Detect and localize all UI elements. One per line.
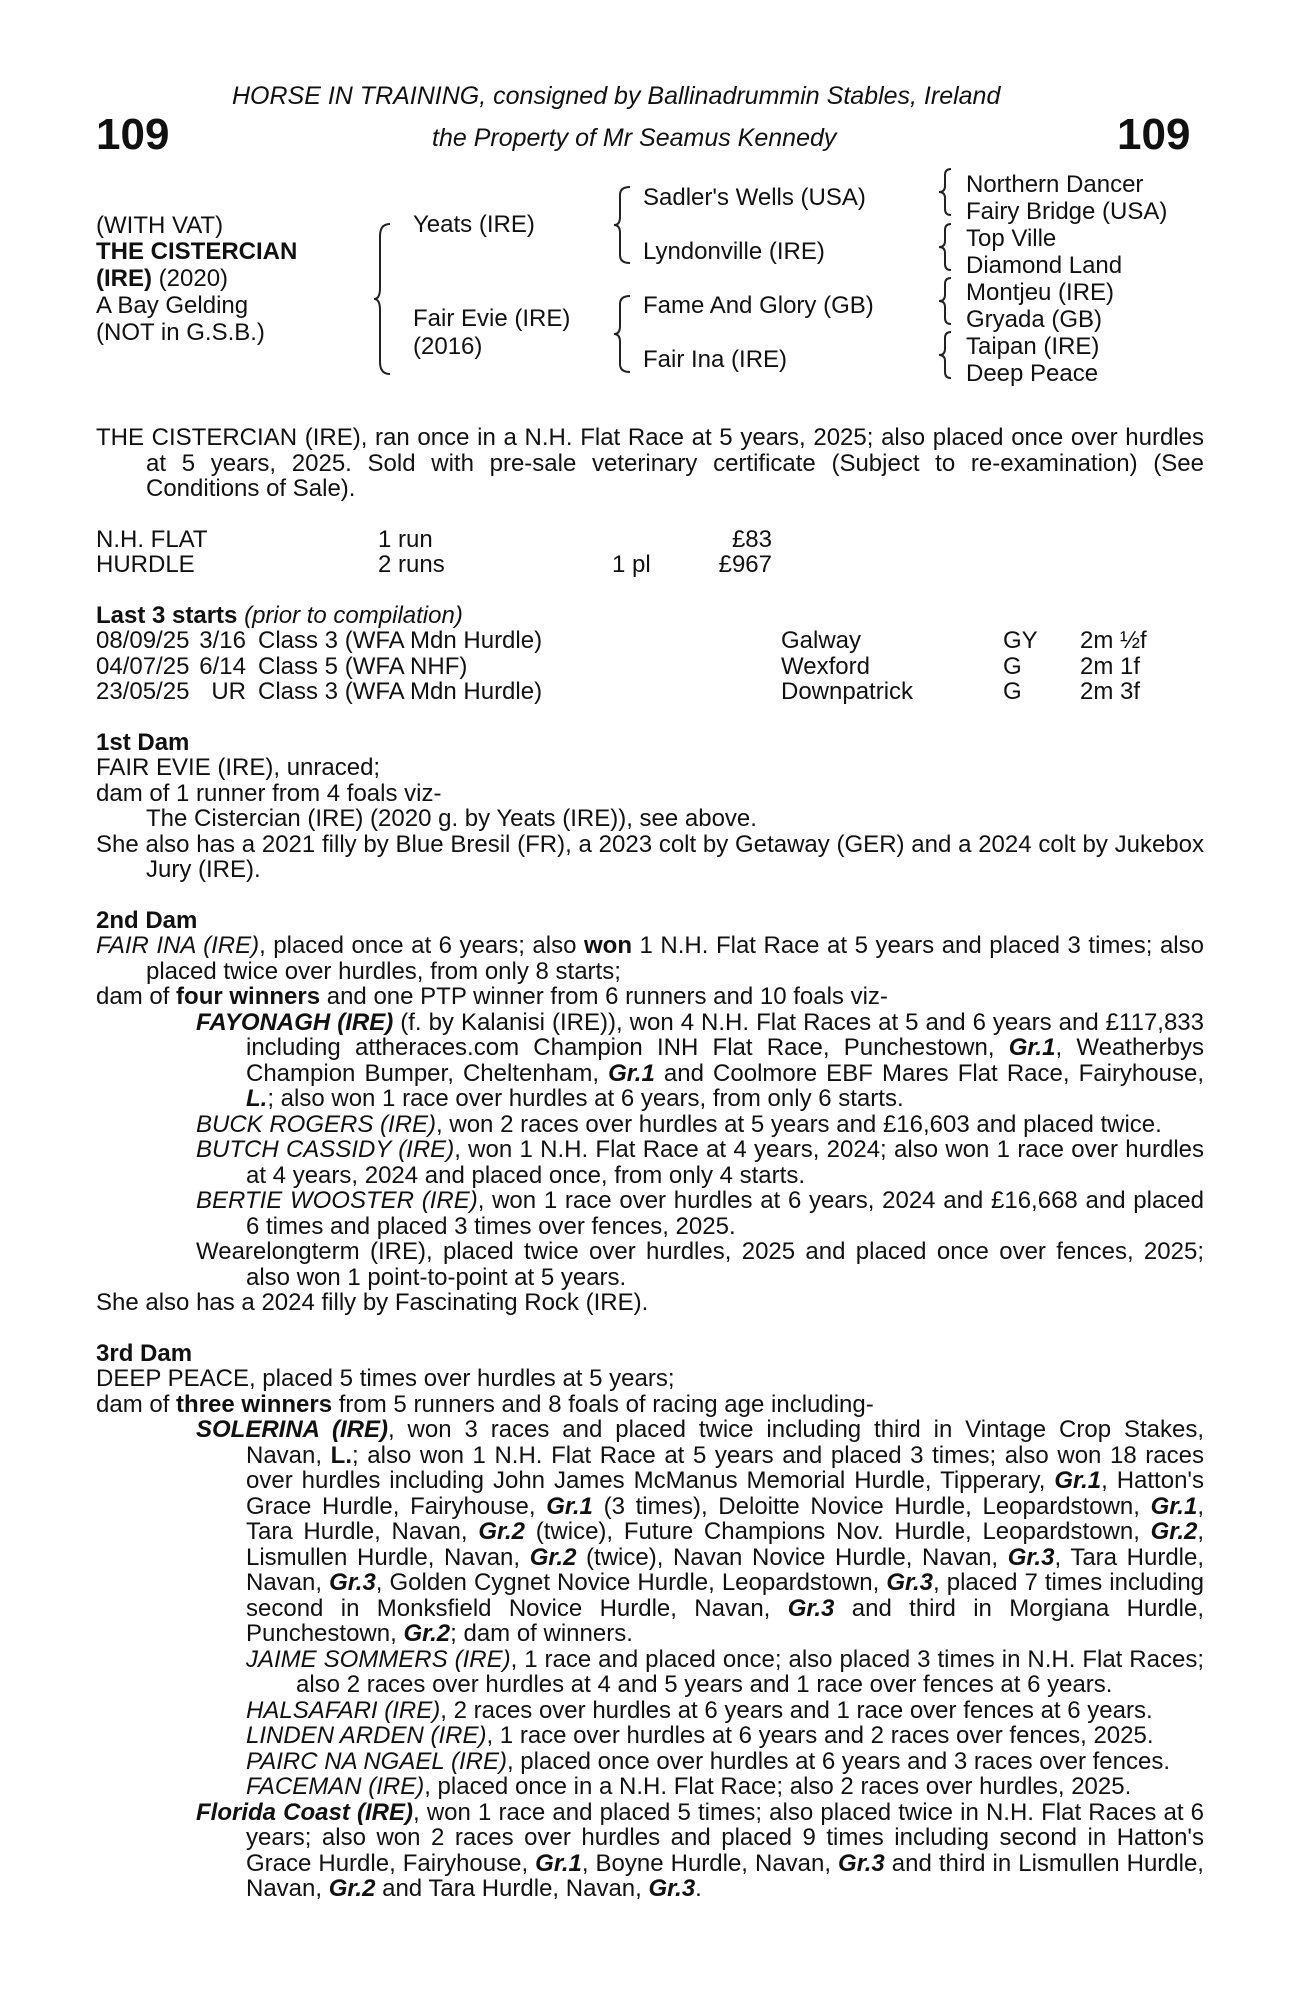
list-item: SOLERINA (IRE), won 3 races and placed twice including third in Vintage Crop Stakes, Navan, L.; also won 1 N.H. Flat Race at 5 years and placed 3 times; also won 18 races over hurdles including John James McManus Memorial Hurdle, Tipperary, Gr.1, Hatton's Grace Hurdle, Fairyhouse, Gr.1 (3 times), Deloitte Novice Hurdle, Leopardstown, Gr.1, Tara Hurdle, Navan, Gr.2 (twice), Future Champions Nov. Hurdle, Leopardstown, Gr.2, Lismullen Hurdle, Navan, Gr.2 (twice), Navan Novice Hurdle, Navan, Gr.3, Tara Hurdle, Navan, Gr.3, Golden Cygnet Novice Hurdle, Leopardstown, Gr.3, placed 7 times including second in Monksfield Novice Hurdle, Navan, Gr.3 and third in Morgiana Hurdle, Punchestown, Gr.2; dam of winners. (196, 1416, 1205, 1647)
list-item: FAYONAGH (IRE) (f. by Kalanisi (IRE)), won 4 N.H. Flat Races at 5 and 6 years and £117,833 including attheraces.com Champion INH Flat Race, Punchestown, Gr.1, Weatherbys Champion Bumper, Cheltenham, Gr.1 and Coolmore EBF Mares Flat Race, Fairyhouse, L.; also won 1 race over hurdles at 6 years, from only 6 starts. (196, 1008, 1204, 1112)
list-item: JAIME SOMMERS (IRE), 1 race and placed once; also placed 3 times in N.H. Flat Races; also 2 races over hurdles at 4 and 5 years and 1 race over fences at 6 years. (246, 1645, 1205, 1698)
first-dam-also: She also has a 2021 filly by Blue Bresil (FR), a 2023 colt by Getaway (GER) and a 2024 colt by Jukebox Jury (IRE). (96, 830, 1204, 883)
gsb-note: (NOT in G.S.B.) (96, 319, 265, 346)
pedigree-sire-sire: Sadler's Wells (USA) (643, 184, 866, 211)
pedigree-brace-sd (937, 222, 953, 277)
last-starts-table (96, 628, 1147, 705)
pedigree-ddd: Deep Peace (966, 360, 1099, 387)
table-row: 08/09/25 3/16 Class 3 (WFA Mdn Hurdle) Galway GY 2m ½f (96, 627, 1147, 654)
table-row: 04/07/25 6/14 Class 5 (WFA NHF) Wexford G 2m 1f (96, 652, 1141, 680)
first-dam-line: FAIR EVIE (IRE), unraced; (96, 754, 381, 781)
vat-note: (WITH VAT) (96, 212, 224, 239)
intro-paragraph: THE CISTERCIAN (IRE), ran once in a N.H. Flat Race at 5 years, 2025; also placed once over hurdles at 5 years, 2025. Sold with pre-sale veterinary certificate (Subject to re-examination) (See Conditions of Sale). (96, 424, 1204, 502)
horse-name: THE CISTERCIAN (96, 238, 298, 265)
pedigree-sire-dam: Lyndonville (IRE) (643, 238, 825, 265)
pedigree-brace-main (372, 222, 392, 382)
list-item: Florida Coast (IRE), won 1 race and placed 5 times; also placed twice in N.H. Flat Races at 6 years; also won 2 races over hurdles and placed 9 times including second in Hatton's Grace Hurdle, Fairyhouse, Gr.1, Boyne Hurdle, Navan, Gr.3 and third in Lismullen Hurdle, Navan, Gr.2 and Tara Hurdle, Navan, Gr.3. (196, 1798, 1205, 1902)
last-starts-heading: Last 3 starts (prior to compilation) (96, 601, 463, 629)
horse-description: A Bay Gelding (96, 292, 249, 319)
third-dam-produce: dam of three winners from 5 runners and 8 foals of racing age including- (96, 1390, 874, 1418)
first-dam-foal: The Cistercian (IRE) (2020 g. by Yeats (IRE)), see above. (146, 805, 757, 832)
lot-number-right: 109 (1117, 110, 1191, 159)
list-item: BUTCH CASSIDY (IRE), won 1 N.H. Flat Race at 4 years, 2024; also won 1 race over hurdles at 4 years, 2024 and placed once, from only 4 starts. (196, 1136, 1204, 1189)
pedigree-brace-sire (612, 185, 632, 270)
header-consignor: HORSE IN TRAINING, consigned by Ballinadrummin Stables, Ireland (232, 82, 1001, 110)
list-item: HALSAFARI (IRE), 2 races over hurdles at 6 years and 1 race over fences at 6 years. (246, 1696, 1153, 1724)
list-item: BUCK ROGERS (IRE), won 2 races over hurdles at 5 years and £16,603 and placed twice. (196, 1110, 1162, 1138)
first-dam-produce: dam of 1 runner from 4 foals viz- (96, 779, 442, 807)
pedigree-dam-dam: Fair Ina (IRE) (643, 346, 788, 373)
pedigree-ssd: Fairy Bridge (USA) (966, 198, 1168, 225)
pedigree-sdd: Diamond Land (966, 252, 1123, 279)
third-dam-heading: 3rd Dam (96, 1339, 193, 1367)
first-dam-heading: 1st Dam (96, 728, 190, 756)
third-dam-line: DEEP PEACE, placed 5 times over hurdles at 5 years; (96, 1365, 675, 1392)
pedigree-brace-ss (937, 167, 953, 222)
pedigree-dsd: Gryada (GB) (966, 306, 1103, 333)
race-record-table (96, 527, 772, 578)
table-row: N.H. FLAT 1 run £83 (96, 525, 772, 553)
table-row: HURDLE 2 runs 1 pl £967 (96, 551, 772, 578)
second-dam-line: FAIR INA (IRE), placed once at 6 years; also won 1 N.H. Flat Race at 5 years and placed 3 times; also placed twice over hurdles, from only 8 starts; (96, 932, 1204, 985)
pedigree-sds: Top Ville (966, 225, 1057, 252)
pedigree-sire: Yeats (IRE) (413, 211, 535, 238)
catalogue-body (96, 425, 1204, 1902)
second-dam-heading: 2nd Dam (96, 906, 198, 934)
pedigree-dam-sire: Fame And Glory (GB) (643, 292, 874, 319)
pedigree-brace-ds (937, 276, 953, 331)
list-item: PAIRC NA NGAEL (IRE), placed once over hurdles at 6 years and 3 races over fences. (246, 1747, 1170, 1775)
list-item: BERTIE WOOSTER (IRE), won 1 race over hurdles at 6 years, 2024 and £16,668 and placed 6 times and placed 3 times over fences, 2025. (196, 1187, 1204, 1240)
pedigree-dss: Montjeu (IRE) (966, 279, 1115, 306)
list-item: LINDEN ARDEN (IRE), 1 race over hurdles at 6 years and 2 races over fences, 2025. (246, 1722, 1154, 1749)
pedigree-sss: Northern Dancer (966, 171, 1144, 198)
second-dam-also: She also has a 2024 filly by Fascinating Rock (IRE). (96, 1289, 649, 1316)
pedigree-dam-year: (2016) (413, 333, 483, 360)
list-item: Wearelongterm (IRE), placed twice over hurdles, 2025 and placed once over fences, 2025; also won 1 point-to-point at 5 years. (196, 1238, 1204, 1291)
horse-name-line2: (IRE) (2020) (96, 265, 229, 292)
table-row: 23/05/25 UR Class 3 (WFA Mdn Hurdle) Downpatrick G 2m 3f (96, 678, 1141, 705)
pedigree-dds: Taipan (IRE) (966, 333, 1100, 360)
header-owner: the Property of Mr Seamus Kennedy (432, 124, 837, 152)
list-item: FACEMAN (IRE), placed once in a N.H. Flat Race; also 2 races over hurdles, 2025. (246, 1773, 1132, 1800)
pedigree-brace-dam (612, 294, 632, 379)
second-dam-produce: dam of four winners and one PTP winner from 6 runners and 10 foals viz- (96, 983, 888, 1010)
lot-number-left: 109 (96, 110, 170, 159)
pedigree-dam: Fair Evie (IRE) (413, 305, 571, 332)
pedigree-brace-dd (937, 330, 953, 385)
